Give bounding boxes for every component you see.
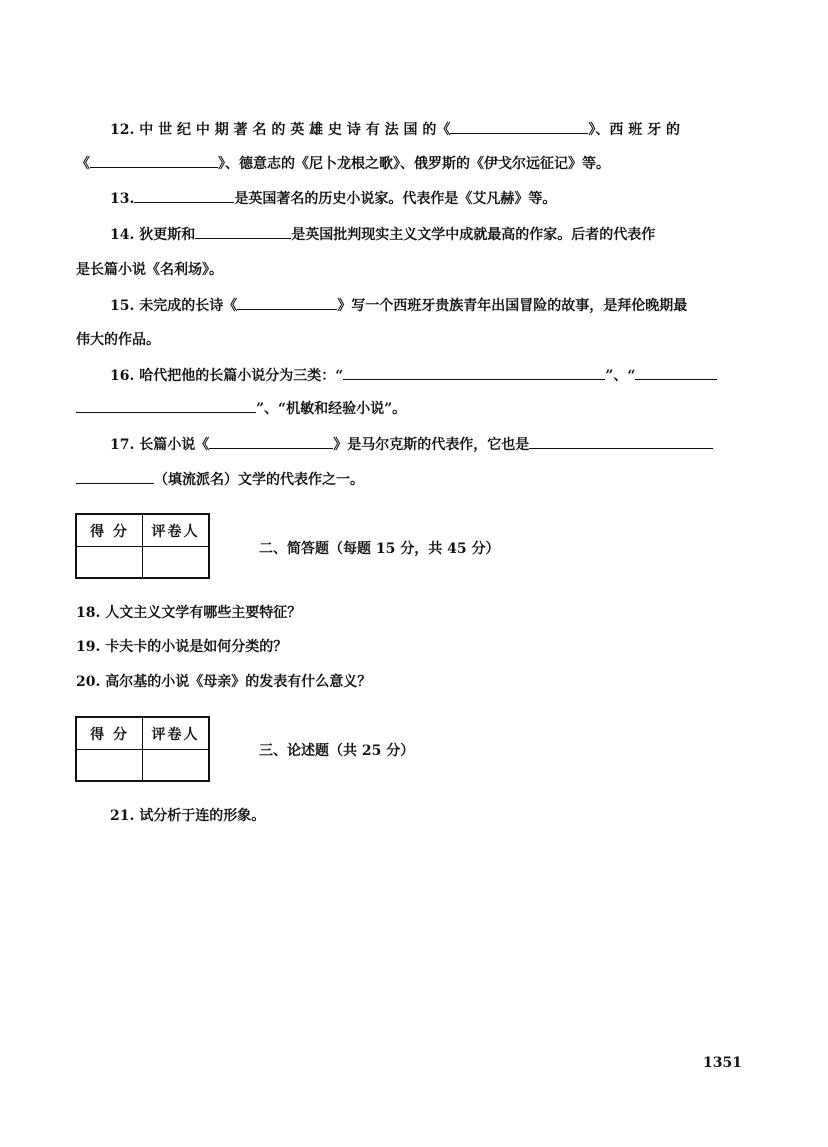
question-20: 20. 高尔基的小说《母亲》的发表有什么意义？ — [76, 674, 372, 690]
q12-blank-1[interactable] — [450, 119, 588, 134]
question-18: 18. 人文主义文学有哪些主要特征？ — [76, 605, 302, 621]
q12-text-3: 《 — [76, 156, 90, 172]
question-14-line-2 — [76, 260, 748, 280]
q15-text-3: 伟大的作品。 — [76, 332, 160, 348]
q15-text-1: 15. 未完成的长诗《 — [110, 298, 238, 314]
question-17-line-2 — [76, 469, 748, 490]
q16-blank-2-cont[interactable] — [76, 398, 256, 413]
question-19: 19. 卡夫卡的小说是如何分类的？ — [76, 639, 288, 655]
q17-blank-1[interactable] — [209, 434, 333, 449]
question-15-line-2 — [76, 330, 748, 350]
q13-text-2: 是英国著名的历史小说家。代表作是《艾凡赫》等。 — [234, 191, 557, 207]
q14-blank[interactable] — [195, 224, 291, 239]
question-15-line-1 — [76, 295, 748, 316]
question-21: 21. 试分析于连的形象。 — [110, 808, 266, 824]
q14-text-3: 是长篇小说《名利场》。 — [76, 262, 223, 278]
q14-text-1: 14. 狄更斯和 — [110, 227, 196, 243]
section-2-title: 二、简答题（每题 15 分，共 45 分） — [259, 541, 500, 557]
q16-text-3: ”、“机敏和经验小说”。 — [256, 401, 407, 417]
q14-text-2: 是英国批判现实主义文学中成就最高的作家。后者的代表作 — [291, 227, 656, 243]
q12-text-2: 》、西 班 牙 的 — [588, 122, 680, 138]
question-16-line-2 — [76, 398, 748, 419]
q15-blank[interactable] — [237, 295, 337, 310]
question-17-line-1 — [76, 434, 748, 455]
page-number: 1351 — [703, 1055, 742, 1071]
q12-text-4: 》、德意志的《尼卜龙根之歌》、俄罗斯的《伊戈尔远征记》等。 — [218, 156, 610, 172]
score-table-section-2 — [75, 513, 210, 579]
q16-blank-2[interactable] — [635, 365, 717, 380]
question-12-line-2 — [76, 153, 748, 174]
score-label: 得 分 — [77, 515, 143, 547]
q15-text-2: 》写一个西班牙贵族青年出国冒险的故事，是拜伦晚期最 — [337, 298, 688, 314]
q16-text-1: 16. 哈代把他的长篇小说分为三类：“ — [110, 368, 344, 384]
q17-blank-2-cont[interactable] — [76, 469, 154, 484]
score-table-section-3 — [75, 716, 210, 782]
q17-blank-2[interactable] — [529, 434, 713, 449]
question-16-line-1 — [76, 365, 748, 386]
grader-cell — [143, 750, 208, 780]
q13-blank[interactable] — [134, 188, 234, 203]
q17-text-3: （填流派名）文学的代表作之一。 — [154, 472, 364, 488]
question-14-line-1 — [76, 224, 748, 245]
grader-label: 评卷人 — [143, 515, 208, 547]
q12-blank-2[interactable] — [90, 153, 218, 168]
section-3-title: 三、论述题（共 25 分） — [259, 743, 415, 759]
q12-text-1: 12. 中 世 纪 中 期 著 名 的 英 雄 史 诗 有 法 国 的《 — [110, 122, 451, 138]
q13-text-1: 13. — [110, 191, 135, 207]
q17-text-1: 17. 长篇小说《 — [110, 437, 210, 453]
score-label: 得 分 — [77, 718, 143, 750]
grader-cell — [143, 547, 208, 577]
q17-text-2: 》是马尔克斯的代表作，它也是 — [333, 437, 530, 453]
score-cell — [77, 547, 143, 577]
q16-blank-1[interactable] — [343, 365, 605, 380]
grader-label: 评卷人 — [143, 718, 208, 750]
score-cell — [77, 750, 143, 780]
question-12-line-1 — [76, 119, 748, 140]
question-13 — [76, 188, 748, 209]
q16-text-2: ”、“ — [605, 368, 636, 384]
